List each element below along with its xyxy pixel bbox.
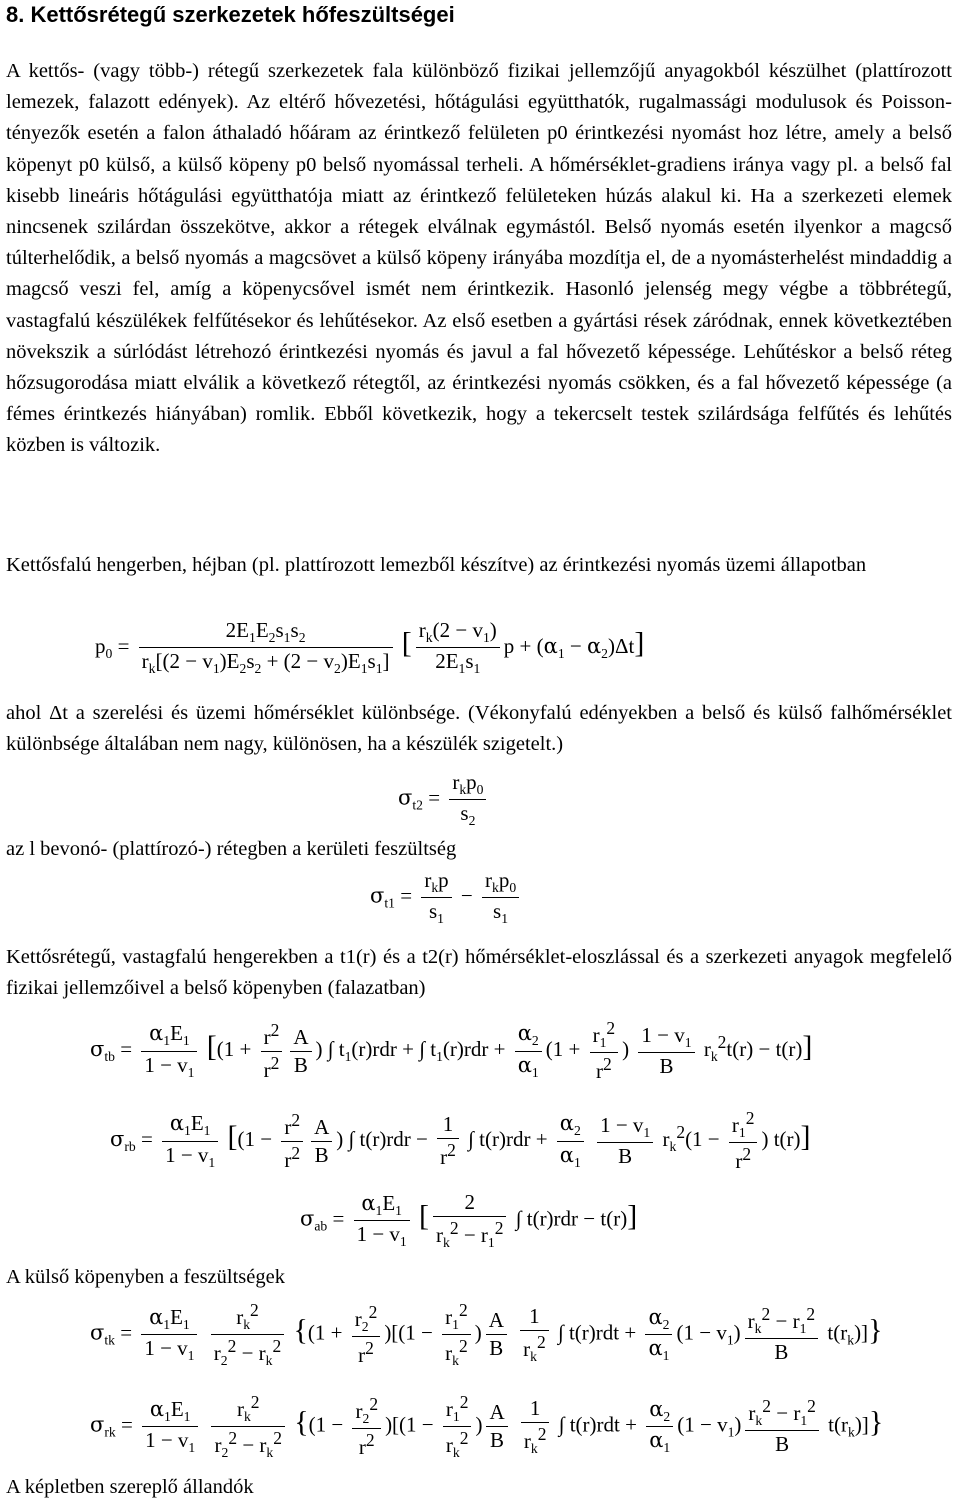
outer-shell-text: A külső köpenyben a feszültségek (6, 1266, 285, 1288)
page-title: 8. Kettősrétegű szerkezetek hőfeszültségei (6, 2, 455, 27)
equation-p0: $p_0$ = $\frac{2E_1E_2s_1s_2}{r_k[(2 - v_1)E_2s_2 + (2 - v_2)E_1s_1]}$ [ $\frac{r_k(2 - v_1)}{2E_1s_1}$ $p + (\alpha_1 - \alpha_2)\Delta t$] (95, 618, 645, 677)
equation-sigma-tb: $\sigma_{tb}$ = $\frac{\alpha_1E_1}{1 - v_1}$ [(1 + $\frac{r^2}{r^2}$ $\frac{A}{B}$ ) ∫ $t_1(r)rdr$ + ∫ $t_1(r)rdr$ + $\frac{\alpha_2}{\alpha_1}$ (1 + $\frac{r_1^2}{r^2}$ ) $\frac{1 - v_1}{B}$ $r_k^2t(r) - t(r)$] (90, 1018, 813, 1084)
coating-layer-text: az l bevonó- (plattírozó-) rétegben a kerületi feszültség (6, 838, 457, 860)
equation-sigma-rb: $\sigma_{rb}$ = $\frac{\alpha_1E_1}{1 - v_1}$ [(1 − $\frac{r^2}{r^2}$ $\frac{A}{B}$ ) ∫ t(r)rdr − $\frac{1}{r^2}$ ∫ t(r)rdr + $\frac{\alpha_2}{\alpha_1}$ $\frac{1 - v_1}{B}$ $r_k^2(1$ − $\frac{r_1^2}{r^2}$ ) t(r)] (110, 1108, 811, 1174)
equation-sigma-t1: $\sigma_{t1}$ = $\frac{r_kp}{s_1}$ − $\frac{r_kp_0}{s_1}$ (370, 868, 523, 927)
delta-t-explanation: ahol Δt a szerelési és üzemi hőmérséklet különbsége. (Vékonyfalú edényekben a belső és külső falhőmérséklet különbsége általában nem nagy, különösen, ha a készülék szigetelt.) (6, 702, 952, 756)
intro-paragraph: A kettős- (vagy több-) rétegű szerkezetek fala különböző fizikai jellemzőjű anyagokból készülhet (plattírozott lemezek, falazott edények). Az eltérő hővezetési, hőtágulási együtthatók, rugalmassági modulusok és Poisson-tényezők esetén a falon áthaladó hőáram az érintkező felületen p0 érintkezési nyomást hoz létre, amely a belső köpenyt p0 külső, a külső köpeny p0 belső nyomással terheli. A hőmérséklet-gradiens iránya vagy pl. a belső fal kisebb lineáris hőtágulási együtthatója miatt az érintkező felületeken húzás alakul ki. Ha a szerkezeti elemek nincsenek szilárdan összekötve, akkor a rétegek elválnak egymástól. Belső nyomás esetén ilyenkor a magcső túlterhelődik, a belső nyomás a magcsövet a külső köpeny irányába mozdítja el, de a nyomásterhelést mindaddig a magcső veszi fel, amíg a köpenycsővel ismét nem érintkezik. Hasonló jelenség megy végbe a többrétegű, vastagfalú készülékek felfűtésekor és lehűtésekor. Az első esetben a gyártási rések záródnak, ennek következtében növekszik a súrlódást létrehozó érintkezési nyomás és javul a fal hővezető képessége. Lehűtéskor a belső réteg hőzsugorodása miatt elválik a következő rétegtől, az érintkezési nyomás csökken, és a fal hővezető képessége (a fémes érintkezés hiányában) romlik. Ebből következik, hogy a tekercselt testek szilárdsága felfűtés és lehűtés közben is változik. (6, 60, 952, 457)
thick-wall-text: Kettősrétegű, vastagfalú hengerekben a t1(r) és a t2(r) hőmérséklet-eloszlással és a szerkezeti anyagok megfelelő fizikai jellemzőivel a belső köpenyben (falazatban) (6, 946, 952, 1000)
contact-pressure-intro: Kettősfalú hengerben, héjban (pl. plattírozott lemezből készítve) az érintkezési nyomás üzemi állapotban (6, 554, 867, 576)
equation-sigma-tk: $\sigma_{tk}$ = $\frac{\alpha_1E_1}{1 - v_1}$ $\frac{r_k^2}{r_2^2 - r_k^2}$ {(1 + $\frac{r_2^2}{r^2}$ )[(1 − $\frac{r_1^2}{r_k^2}$ ) $\frac{A}{B}$ $\frac{1}{r_k^2}$ ∫ t(r)rdt + $\frac{\alpha_2}{\alpha_1}$ $(1 - v_1)$ $\frac{r_k^2 - r_1^2}{B}$ $t(r_k)$]} (90, 1300, 883, 1369)
equation-sigma-t2: $\sigma_{t2}$ = $\frac{r_kp_0}{s_2}$ (398, 770, 490, 829)
equation-sigma-rk: $\sigma_{rk}$ = $\frac{\alpha_1E_1}{1 - v_1}$ $\frac{r_k^2}{r_2^2 - r_k^2}$ {(1 − $\frac{r_2^2}{r^2}$ )[(1 − $\frac{r_1^2}{r_k^2}$ ) $\frac{A}{B}$ $\frac{1}{r_k^2}$ ∫ t(r)rdt + $\frac{\alpha_2}{\alpha_1}$ $(1 - v_1)$ $\frac{r_k^2 - r_1^2}{B}$ $t(r_k)$]} (90, 1392, 884, 1461)
equation-sigma-ab: $\sigma_{ab}$ = $\frac{\alpha_1E_1}{1 - v_1}$ [ $\frac{2}{r_k^2 - r_1^2}$ ∫ t(r)rdr − t(r)] (300, 1190, 638, 1251)
constants-text: A képletben szereplő állandók (6, 1476, 254, 1498)
